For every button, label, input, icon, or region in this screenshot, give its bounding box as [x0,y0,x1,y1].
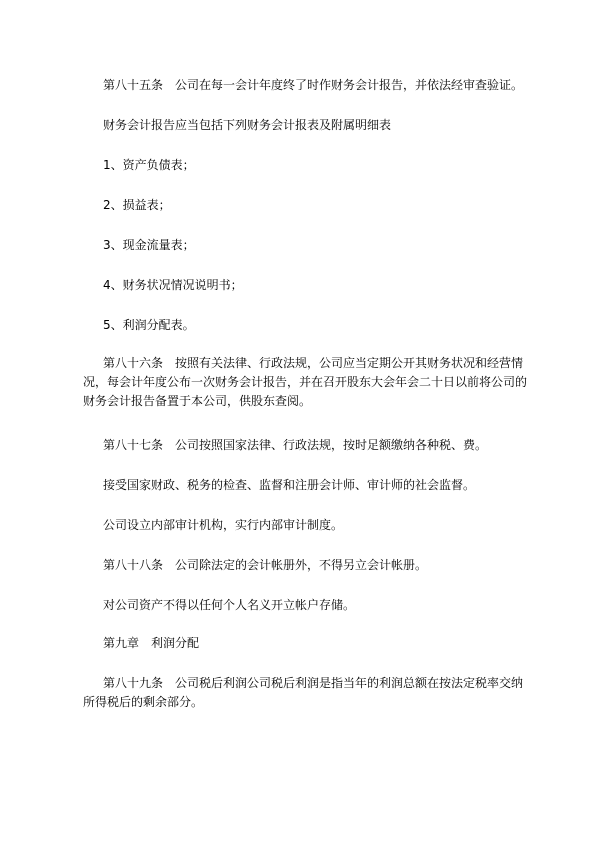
report-contents-intro: 财务会计报告应当包括下列财务会计报表及附属明细表 [103,118,392,132]
list-item-profit-distribution: 5、利润分配表。 [103,318,195,332]
chapter-9-heading: 第九章 利润分配 [103,636,200,650]
article-86 [83,354,528,411]
article-86-line-3: 财务会计报告备置于本公司，供股东查阅。 [83,394,312,408]
article-86-line-2: 况，每会计年度公布一次财务会计报告，并在召开股东大会年会二十日以前将公司的 [83,375,528,389]
article-89-line-2: 所得税后的剩余部分。 [83,695,204,709]
internal-audit-statement: 公司设立内部审计机构，实行内部审计制度。 [103,518,344,532]
list-item-financial-statement-notes: 4、财务状况情况说明书； [103,278,243,292]
asset-account-statement: 对公司资产不得以任何个人名义开立帐户存储。 [103,598,356,612]
article-89 [83,674,523,712]
list-item-cash-flow-statement: 3、现金流量表； [103,238,195,252]
article-85: 第八十五条 公司在每一会计年度终了时作财务会计报告，并依法经审查验证。 [103,78,524,92]
list-item-income-statement: 2、损益表； [103,198,171,212]
article-87: 第八十七条 公司按照国家法律、行政法规，按时足额缴纳各种税、费。 [103,438,488,452]
list-item-balance-sheet: 1、资产负债表； [103,158,195,172]
article-89-line-1: 第八十九条 公司税后利润公司税后利润是指当年的利润总额在按法定税率交纳 [103,676,524,690]
supervision-statement: 接受国家财政、税务的检查、监督和注册会计师、审计师的社会监督。 [103,478,476,492]
article-86-line-1: 第八十六条 按照有关法律、行政法规，公司应当定期公开其财务状况和经营情 [103,356,524,370]
article-88: 第八十八条 公司除法定的会计帐册外，不得另立会计帐册。 [103,558,428,572]
